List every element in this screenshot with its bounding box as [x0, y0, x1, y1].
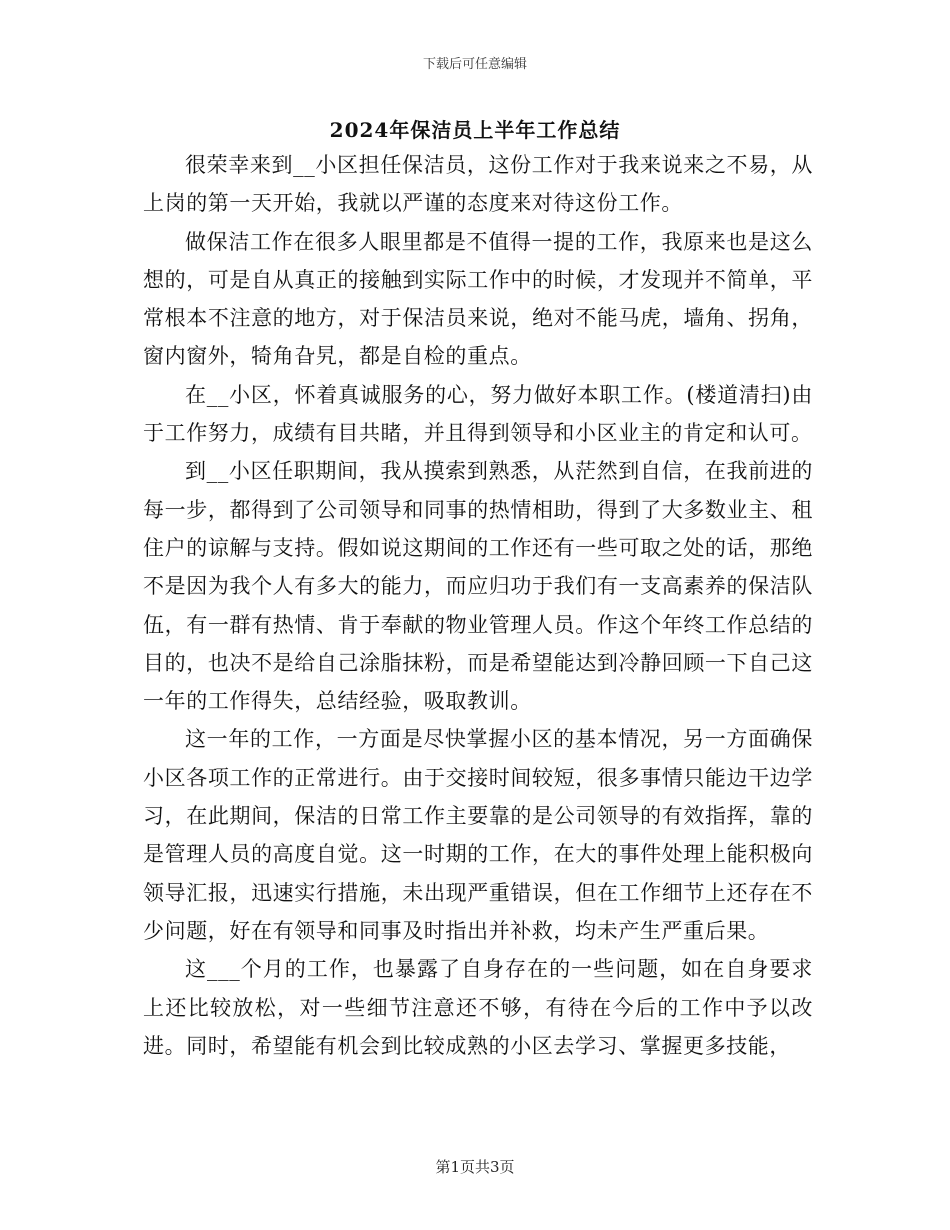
- paragraph-3: 在__小区，怀着真诚服务的心，努力做好本职工作。(楼道清扫)由于工作努力，成绩有目共睹，并且得到领导和小区业主的肯定和认可。: [143, 382, 813, 446]
- paragraph-1: 很荣幸来到__小区担任保洁员，这份工作对于我来说来之不易，从上岗的第一天开始，我就以严谨的态度来对待这份工作。: [143, 153, 813, 216]
- page-number: 第1页共3页: [435, 1158, 515, 1176]
- header-note: 下载后可任意编辑: [422, 57, 527, 72]
- document-body: [143, 146, 813, 1065]
- paragraph-4: 到__小区任职期间，我从摸索到熟悉，从茫然到自信，在我前进的每一步，都得到了公司领导和同事的热情相助，得到了大多数业主、租住户的谅解与支持。假如说这期间的工作还有一些可取之处的话，那绝不是因为我个人有多大的能力，而应归功于我们有一支高素养的保洁队伍，有一群有热情、肯于奉献的物业管理人员。作这个年终工作总结的目的，也决不是给自己涂脂抹粉，而是希望能达到冷静回顾一下自己这一年的工作得失，总结经验，吸取教训。: [143, 459, 813, 714]
- paragraph-2: 做保洁工作在很多人眼里都是不值得一提的工作，我原来也是这么想的，可是自从真正的接触到实际工作中的时候，才发现并不简单，平常根本不注意的地方，对于保洁员来说，绝对不能马虎，墙角、拐角，窗内窗外，犄角旮旯，都是自检的重点。: [143, 229, 813, 369]
- document-title: 2024年保洁员上半年工作总结: [329, 118, 621, 142]
- paragraph-6: 这___个月的工作，也暴露了自身存在的一些问题，如在自身要求上还比较放松，对一些细节注意还不够，有待在今后的工作中予以改进。同时，希望能有机会到比较成熟的小区去学习、掌握更多技能，: [143, 957, 813, 1058]
- paragraph-5: 这一年的工作，一方面是尽快掌握小区的基本情况，另一方面确保小区各项工作的正常进行。由于交接时间较短，很多事情只能边干边学习，在此期间，保洁的日常工作主要靠的是公司领导的有效指挥，靠的是管理人员的高度自觉。这一时期的工作，在大的事件处理上能积极向领导汇报，迅速实行措施，未出现严重错误，但在工作细节上还存在不少问题，好在有领导和同事及时指出并补救，均未产生严重后果。: [143, 727, 813, 943]
